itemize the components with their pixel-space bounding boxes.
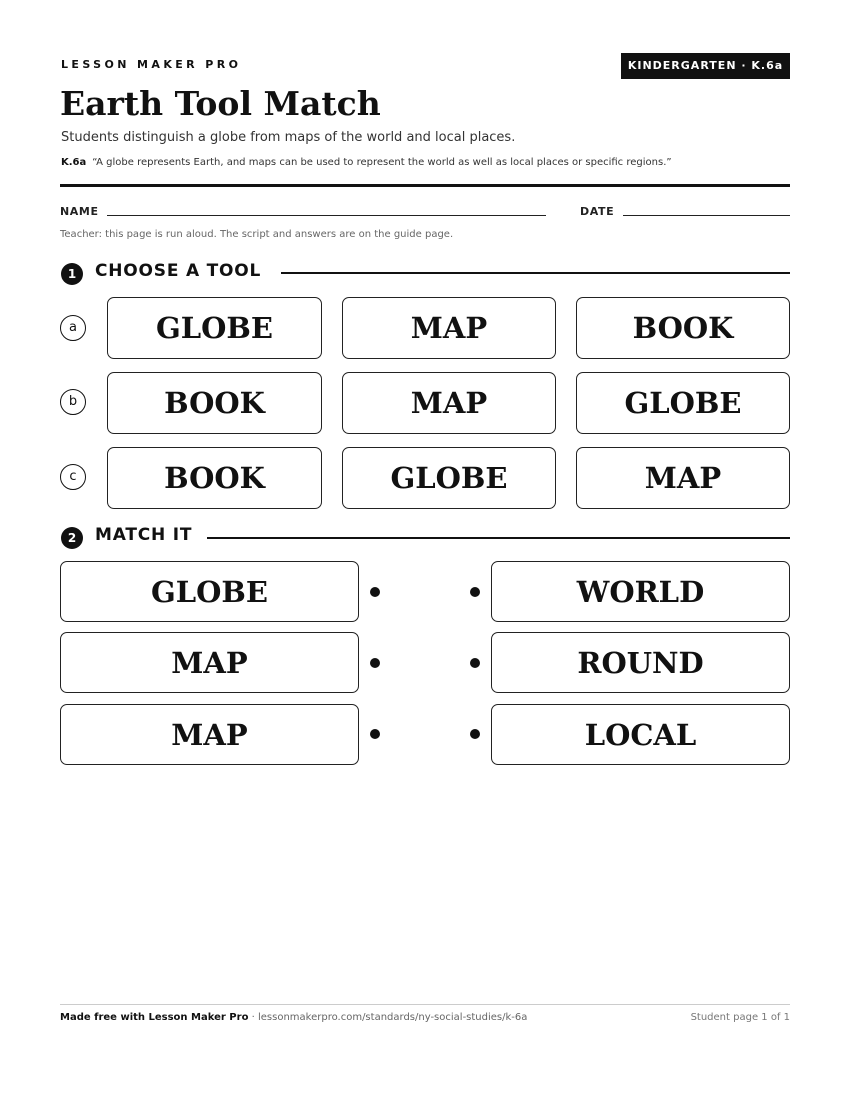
choice-card[interactable]: MAP — [342, 372, 556, 434]
match-left-card[interactable]: GLOBE — [60, 561, 359, 622]
choice-card[interactable]: GLOBE — [107, 297, 322, 359]
standard-code: K.6a — [61, 157, 87, 168]
choice-card[interactable]: BOOK — [107, 447, 322, 509]
match-right-dot[interactable] — [470, 587, 480, 597]
section-2-rule — [207, 537, 790, 539]
row-letter-c: c — [60, 464, 86, 490]
match-left-dot[interactable] — [370, 587, 380, 597]
standard-text: “A globe represents Earth, and maps can be used to represent the world as well as local places or specific regions.” — [92, 157, 672, 168]
section-1-number: 1 — [61, 263, 83, 285]
choice-card[interactable]: GLOBE — [576, 372, 790, 434]
section-1-title: CHOOSE A TOOL — [95, 261, 262, 281]
match-right-dot[interactable] — [470, 658, 480, 668]
match-right-card[interactable]: LOCAL — [491, 704, 790, 765]
match-left-dot[interactable] — [370, 729, 380, 739]
brand-name: LESSON MAKER PRO — [61, 58, 242, 71]
section-1-rule — [281, 272, 790, 274]
section-2-title: MATCH IT — [95, 525, 193, 545]
teacher-note: Teacher: this page is run aloud. The script and answers are on the guide page. — [60, 229, 454, 240]
choice-card[interactable]: BOOK — [107, 372, 322, 434]
choice-card[interactable]: MAP — [576, 447, 790, 509]
page-title: Earth Tool Match — [60, 84, 381, 123]
standard-line — [61, 157, 672, 168]
match-right-card[interactable]: ROUND — [491, 632, 790, 693]
footer-url[interactable]: · lessonmakerpro.com/standards/ny-social-studies/k-6a — [248, 1012, 528, 1023]
match-left-card[interactable]: MAP — [60, 632, 359, 693]
footer-credit — [60, 1012, 527, 1023]
footer-divider — [60, 1004, 790, 1005]
grade-badge: KINDERGARTEN · K.6a — [621, 53, 790, 79]
match-right-card[interactable]: WORLD — [491, 561, 790, 622]
header-divider — [60, 184, 790, 187]
page-subtitle: Students distinguish a globe from maps of the world and local places. — [61, 130, 516, 145]
footer-page-number: Student page 1 of 1 — [690, 1012, 790, 1023]
choice-card[interactable]: MAP — [342, 297, 556, 359]
row-letter-a: a — [60, 315, 86, 341]
section-2-number: 2 — [61, 527, 83, 549]
date-field[interactable] — [623, 215, 790, 216]
match-left-card[interactable]: MAP — [60, 704, 359, 765]
date-label: DATE — [580, 205, 615, 218]
name-label: NAME — [60, 205, 99, 218]
row-letter-b: b — [60, 389, 86, 415]
choice-card[interactable]: BOOK — [576, 297, 790, 359]
match-right-dot[interactable] — [470, 729, 480, 739]
footer-made-by: Made free with Lesson Maker Pro — [60, 1012, 249, 1023]
choice-card[interactable]: GLOBE — [342, 447, 556, 509]
match-left-dot[interactable] — [370, 658, 380, 668]
name-field[interactable] — [107, 215, 546, 216]
